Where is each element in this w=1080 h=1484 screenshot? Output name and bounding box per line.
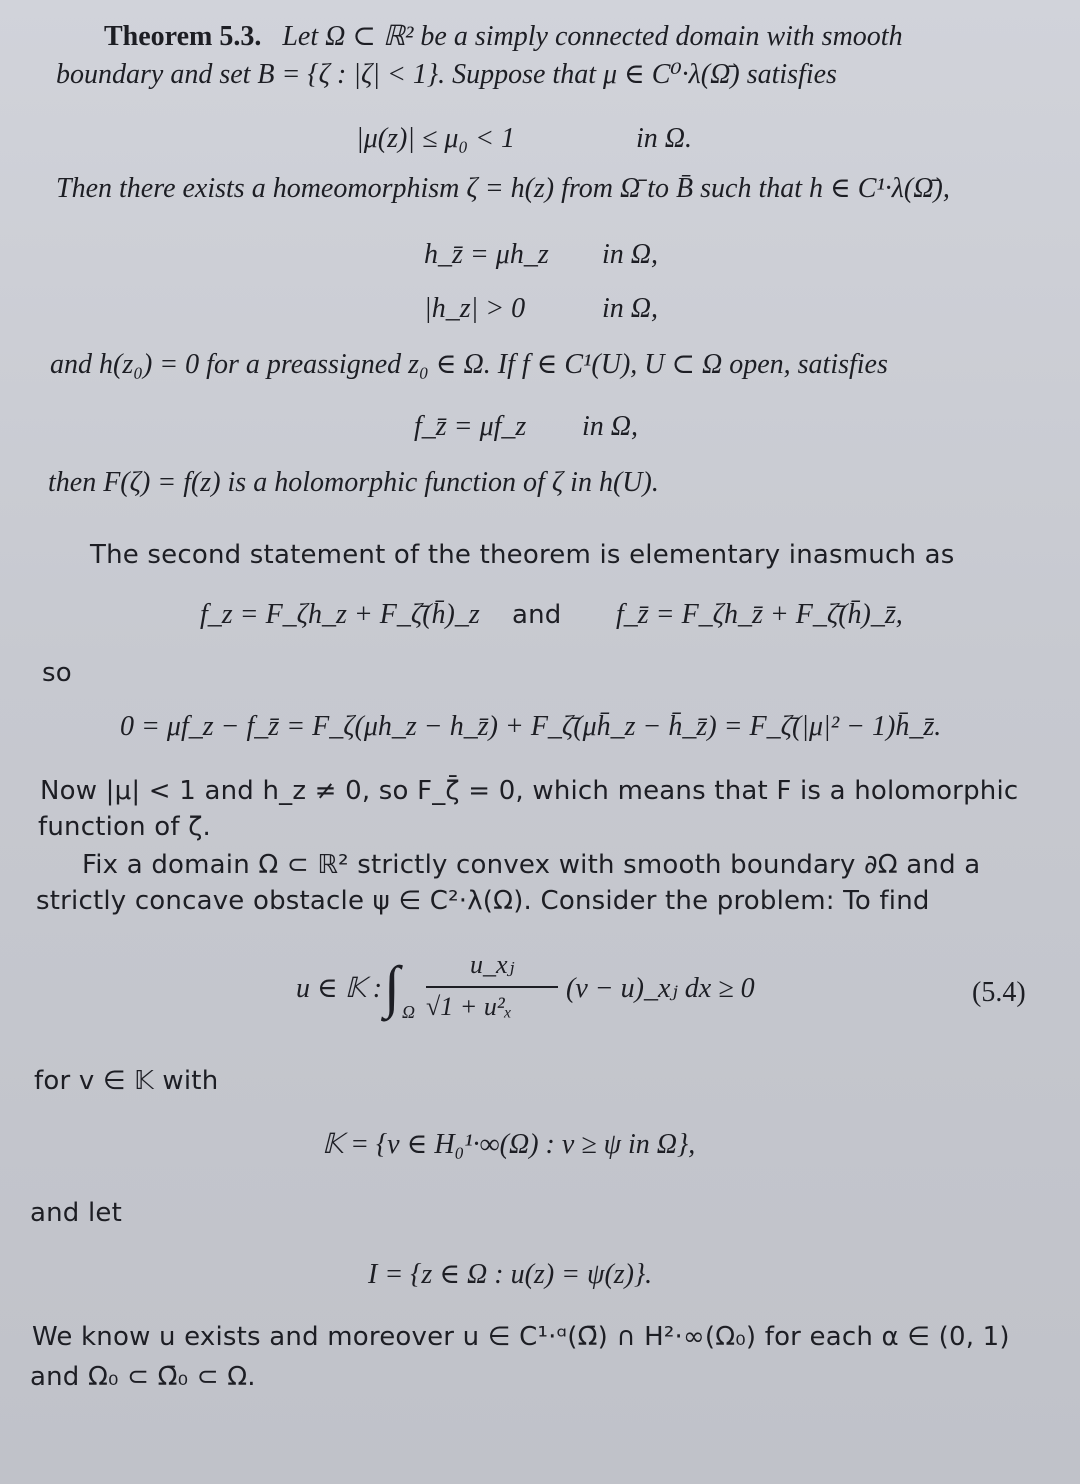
- theorem-line-3: Then there exists a homeomorphism ζ = h(z) from Ω̄ to B̄ such that h ∈ C¹·λ(Ω̄),: [56, 173, 950, 204]
- equation-fz: f_z = F_ζh_z + F_ζ̄(h̄)_z: [200, 599, 480, 630]
- theorem-line-2: boundary and set B = {ζ : |ζ| < 1}. Suppose that μ ∈ C⁰·λ(Ω̄) satisfies: [56, 59, 837, 90]
- body-paragraph-3-line-2: strictly concave obstacle ψ ∈ C²·λ(Ω). Consider the problem: To find: [36, 886, 930, 916]
- theorem-line-5: then F(ζ) = f(z) is a holomorphic function of ζ in h(U).: [48, 467, 659, 498]
- equation-beltrami-h: h_z̄ = μh_z: [424, 239, 549, 270]
- equation-beltrami-f: f_z̄ = μf_z: [414, 411, 527, 442]
- integral-domain-omega: Ω: [402, 1002, 416, 1022]
- equation-set-K: 𝕂 = {v ∈ H₀¹·∞(Ω) : v ≥ ψ in Ω},: [322, 1129, 696, 1160]
- body-so: so: [42, 658, 72, 688]
- theorem-text: Let Ω ⊂ ℝ² be a simply connected domain with smooth: [282, 21, 903, 52]
- equation-mu-bound-where: in Ω.: [636, 123, 693, 154]
- fraction-bar: [426, 986, 558, 988]
- theorem-line-1: [104, 20, 903, 54]
- body-paragraph-2-line-2: function of ζ.: [38, 812, 212, 842]
- equation-5-4-rhs: (v − u)_xⱼ dx ≥ 0: [566, 973, 755, 1004]
- equation-chain: 0 = μf_z − f_z̄ = F_ζ(μh_z − h_z̄) + F_ζ̄(μh̄_z − h̄_z̄) = F_ζ̄(|μ|² − 1)h̄_z̄.: [120, 711, 942, 742]
- equation-number-5-4: (5.4): [972, 977, 1026, 1008]
- body-paragraph-3-line-1: Fix a domain Ω ⊂ ℝ² strictly convex with smooth boundary ∂Ω and a: [82, 850, 981, 880]
- theorem-line-4: and h(z₀) = 0 for a preassigned z₀ ∈ Ω. If f ∈ C¹(U), U ⊂ Ω open, satisfies: [50, 349, 888, 380]
- body-paragraph-4-line-2: and Ω₀ ⊂ Ω̄₀ ⊂ Ω.: [30, 1362, 256, 1392]
- equation-and: and: [512, 600, 562, 630]
- equation-5-4-numerator: u_xⱼ: [470, 950, 515, 979]
- equation-beltrami-h-where: in Ω,: [602, 239, 659, 270]
- body-and-let: and let: [30, 1198, 122, 1228]
- body-paragraph-2-line-1: Now |μ| < 1 and h_z ≠ 0, so F_ζ̄ = 0, which means that F is a holomorphic: [40, 776, 1019, 806]
- equation-hz-positive-where: in Ω,: [602, 293, 659, 324]
- equation-mu-bound: |μ(z)| ≤ μ₀ < 1: [356, 123, 516, 154]
- body-paragraph-1: The second statement of the theorem is elementary inasmuch as: [90, 540, 955, 570]
- integral-sign: ∫: [384, 954, 400, 1019]
- equation-5-4-denominator: √1 + u²ₓ: [426, 992, 512, 1021]
- equation-beltrami-f-where: in Ω,: [582, 411, 639, 442]
- equation-fzbar: f_z̄ = F_ζh_z̄ + F_ζ̄(h̄)_z̄,: [616, 599, 903, 630]
- theorem-label: Theorem 5.3.: [104, 21, 262, 52]
- equation-coincidence-set: I = {z ∈ Ω : u(z) = ψ(z)}.: [368, 1259, 653, 1290]
- equation-5-4-lhs: u ∈ 𝕂 :: [296, 973, 383, 1004]
- body-for-v: for v ∈ 𝕂 with: [34, 1066, 219, 1096]
- equation-hz-positive: |h_z| > 0: [424, 293, 526, 324]
- body-paragraph-4-line-1: We know u exists and moreover u ∈ C¹·ᵅ(Ω̄) ∩ H²·∞(Ω₀) for each α ∈ (0, 1): [32, 1322, 1010, 1352]
